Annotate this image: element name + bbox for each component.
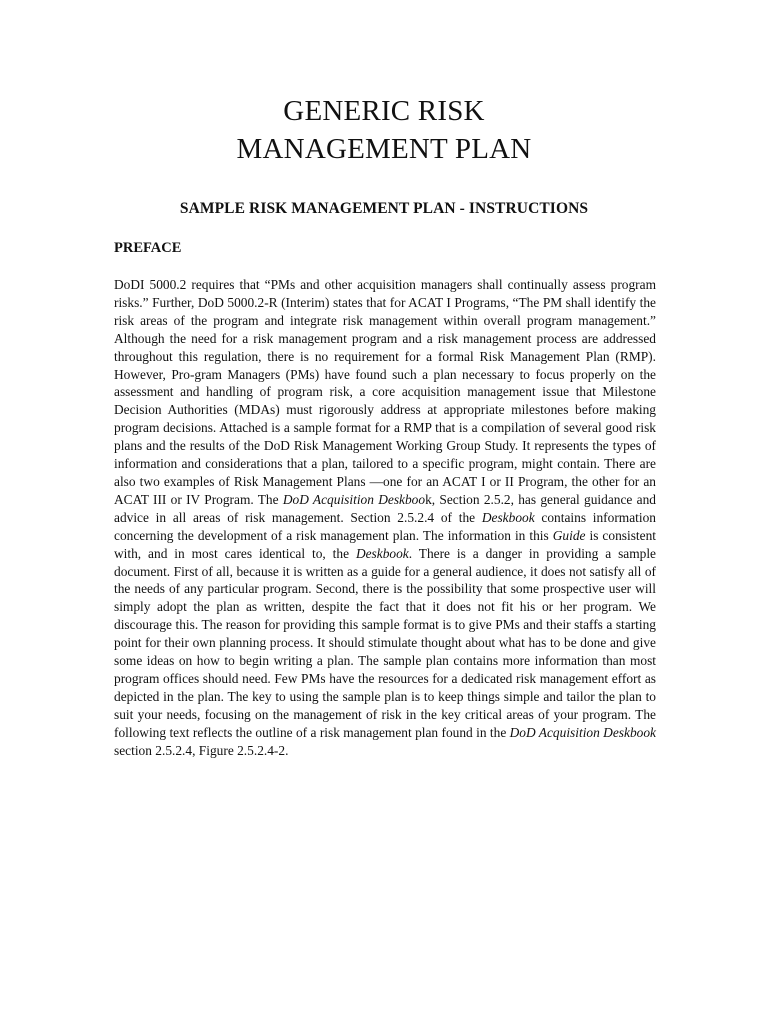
preface-text-1: DoDI 5000.2 requires that “PMs and other acquisition managers shall continually assess program risks.” Further, DoD 5000.2-R (Interim) states that for ACAT I Programs, “The PM shall identify the risk areas of the program and integrate risk management within overall program management.” Although the need for a risk management program and a risk management process are addressed throughout this regulation, there is no requirement for a formal Risk Management Plan (RMP). However, Pro-gram Managers (PMs) have found such a plan necessary to focus properly on the assessment and handling of program risk, a core acquisition management issue that Milestone Decision Authorities (MDAs) must rigorously address at appropriate milestones before making program decisions. Attached is a sample format for a RMP that is a compilation of several good risk plans and the results of the DoD Risk Management Working Group Study. It represents the types of information and considerations that a plan, tailored to a specific program, might contain. There are also two examples of Risk Management Plans —one for an ACAT I or II Program, the other for an ACAT III or IV Program. The — [114, 277, 656, 507]
preface-italic-deskbook-2: Deskbook — [355, 545, 409, 561]
preface-text-5: . There is a danger in providing a sample document. First of all, because it is written as a guide for a general audience, it does not satisfy all of the needs of any particular program. Second, there is the possibility that some prospective user will simply adopt the plan as written, despite the fact that it does not fit his or her program. We discourage this. The reason for providing this sample format is to give PMs and their staffs a starting point for their own planning process. It should stimulate thought about what has to be done and give some ideas on how to begin writing a plan. The sample plan contains more information than most program offices should need. Few PMs have the resources for a dedicated risk management effort as depicted in the plan. The key to using the sample plan is to keep things simple and tailor the plan to suit your needs, focusing on the management of risk in the key critical areas of your program. The following text reflects the outline of a risk management plan found in the — [114, 545, 657, 740]
section-heading-preface: PREFACE — [114, 240, 182, 256]
preface-text-2: k, Section 2.5.2, has general guidance and advice in all areas of risk management. Section 2.5.2.4 of the — [114, 491, 656, 525]
preface-text-4: is consistent with, and in most cares identical to, the — [114, 527, 656, 561]
preface-italic-deskbook-full: DoD Acquisition Deskbook — [509, 724, 656, 740]
preface-italic-guide: Guide — [552, 527, 586, 543]
title-line-1: GENERIC RISK — [283, 95, 485, 127]
preface-paragraph — [114, 276, 656, 759]
preface-italic-deskbook-1: Deskbook — [481, 509, 535, 525]
title-line-2: MANAGEMENT PLAN — [236, 133, 532, 165]
document-title — [0, 92, 768, 168]
preface-text-6: section 2.5.2.4, Figure 2.5.2.4-2. — [114, 742, 289, 758]
preface-text-3: contains information concerning the development of a risk management plan. The information in this — [114, 509, 656, 543]
preface-italic-deskbook-title: DoD Acquisition Deskboo — [282, 491, 426, 507]
document-subtitle: SAMPLE RISK MANAGEMENT PLAN - INSTRUCTIONS — [179, 200, 589, 217]
